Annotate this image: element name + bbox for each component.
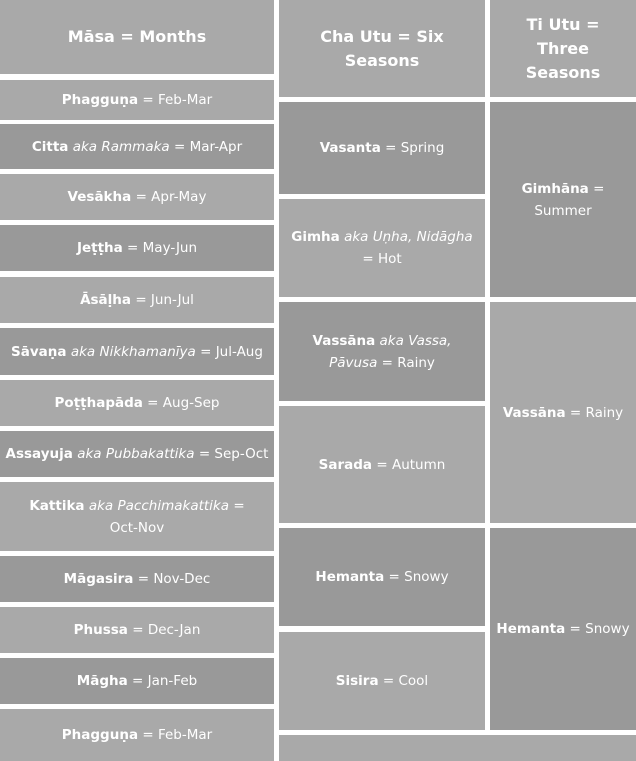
month-range: Oct-Nov xyxy=(109,519,165,536)
season-meaning: Snowy xyxy=(585,621,630,637)
season-name: Hemanta xyxy=(315,569,385,585)
month-range: Feb-Mar xyxy=(157,92,213,108)
month-name: Āsāḷha xyxy=(80,292,132,308)
season-name: Vassāna xyxy=(312,332,376,349)
month-name: Vesākha xyxy=(67,189,132,205)
equals-sign: = xyxy=(233,497,245,514)
six-season-cell xyxy=(279,632,485,730)
six-season-cell xyxy=(279,102,485,194)
months-header xyxy=(0,0,274,74)
month-range: Apr-May xyxy=(151,189,207,205)
aka-label: aka xyxy=(70,343,96,360)
month-alias: Pubbakattika xyxy=(105,446,195,462)
equals-sign: = xyxy=(381,354,393,371)
month-row xyxy=(0,80,274,120)
equals-sign: = xyxy=(142,92,154,108)
month-alias: Pacchimakattika xyxy=(117,497,230,514)
month-range: Jun-Jul xyxy=(150,292,194,308)
equals-sign: = xyxy=(362,251,374,267)
month-alias: Rammaka xyxy=(101,138,170,155)
three-seasons-header-label: Ti Utu = Three Seasons xyxy=(525,14,601,82)
equals-sign: = xyxy=(127,240,139,256)
equals-sign: = xyxy=(569,621,581,637)
equals-sign: = xyxy=(147,395,159,411)
filler-cell xyxy=(279,735,636,761)
season-meaning: Spring xyxy=(400,140,445,156)
month-row xyxy=(0,225,274,271)
season-alias: Uṇha, Nidāgha xyxy=(372,229,473,245)
season-name: Hemanta xyxy=(496,621,566,637)
season-meaning: Summer xyxy=(534,202,592,219)
month-name: Citta xyxy=(31,138,69,155)
season-name: Sisira xyxy=(335,673,379,689)
month-name: Phagguṇa xyxy=(61,92,139,108)
month-row xyxy=(0,174,274,220)
month-range: Mar-Apr xyxy=(189,138,243,155)
equals-sign: = xyxy=(200,343,212,360)
month-name: Kattika xyxy=(29,497,85,514)
season-name: Gimhāna xyxy=(521,180,589,197)
month-name: Jeṭṭha xyxy=(76,240,123,256)
aka-label: aka xyxy=(72,138,98,155)
six-season-cell xyxy=(279,406,485,523)
month-name: Poṭṭhapāda xyxy=(54,395,143,411)
month-row xyxy=(0,709,274,761)
season-meaning: Autumn xyxy=(391,456,446,473)
month-row xyxy=(0,658,274,704)
month-name: Māgasira xyxy=(63,571,134,587)
aka-label: aka xyxy=(344,229,369,245)
month-range: Sep-Oct xyxy=(214,446,269,462)
equals-sign: = xyxy=(382,673,395,689)
months-header-label: Māsa = Months xyxy=(67,27,207,46)
three-seasons-header xyxy=(490,0,636,97)
month-row xyxy=(0,380,274,426)
equals-sign: = xyxy=(137,571,150,587)
equals-sign: = xyxy=(132,622,144,638)
month-range: Jul-Aug xyxy=(215,343,263,360)
six-seasons-header xyxy=(279,0,485,97)
equals-sign: = xyxy=(569,404,582,421)
three-season-cell xyxy=(490,302,636,523)
equals-sign: = xyxy=(135,189,147,205)
season-meaning: Rainy xyxy=(585,404,624,421)
month-range: Aug-Sep xyxy=(162,395,220,411)
month-range: Feb-Mar xyxy=(157,727,213,743)
month-row xyxy=(0,431,274,477)
aka-label: aka xyxy=(77,446,102,462)
month-range: May-Jun xyxy=(142,240,198,256)
equals-sign: = xyxy=(376,456,388,473)
six-season-cell xyxy=(279,199,485,297)
month-row xyxy=(0,124,274,169)
month-alias: Nikkhamanīya xyxy=(99,343,196,360)
equals-sign: = xyxy=(132,673,144,689)
aka-label: aka xyxy=(88,497,114,514)
month-row xyxy=(0,277,274,323)
equals-sign: = xyxy=(388,569,400,585)
equals-sign: = xyxy=(198,446,211,462)
equals-sign: = xyxy=(135,292,147,308)
season-name: Vasanta xyxy=(319,140,381,156)
season-alias: Vassa, Pāvusa xyxy=(329,332,452,371)
three-season-cell xyxy=(490,528,636,730)
season-name: Sarada xyxy=(318,456,373,473)
three-season-cell xyxy=(490,102,636,297)
month-row xyxy=(0,556,274,602)
month-name: Phussa xyxy=(73,622,128,638)
six-season-cell xyxy=(279,302,485,401)
month-range: Nov-Dec xyxy=(153,571,211,587)
month-range: Jan-Feb xyxy=(147,673,198,689)
month-name: Māgha xyxy=(76,673,128,689)
month-name: Assayuja xyxy=(5,446,73,462)
month-row xyxy=(0,607,274,653)
season-meaning: Snowy xyxy=(404,569,449,585)
season-meaning: Cool xyxy=(398,673,429,689)
equals-sign: = xyxy=(142,727,154,743)
aka-label: aka xyxy=(379,332,404,349)
season-meaning: Hot xyxy=(377,251,402,267)
month-row xyxy=(0,328,274,375)
month-name: Sāvaṇa xyxy=(11,343,67,360)
month-row xyxy=(0,482,274,551)
month-name: Phagguṇa xyxy=(61,727,139,743)
equals-sign: = xyxy=(593,180,605,197)
equals-sign: = xyxy=(174,138,186,155)
equals-sign: = xyxy=(385,140,397,156)
season-name: Vassāna xyxy=(502,404,566,421)
season-name: Gimha xyxy=(291,229,340,245)
month-range: Dec-Jan xyxy=(147,622,201,638)
season-meaning: Rainy xyxy=(397,354,435,371)
six-season-cell xyxy=(279,528,485,626)
six-seasons-header-label: Cha Utu = Six Seasons xyxy=(320,26,444,70)
